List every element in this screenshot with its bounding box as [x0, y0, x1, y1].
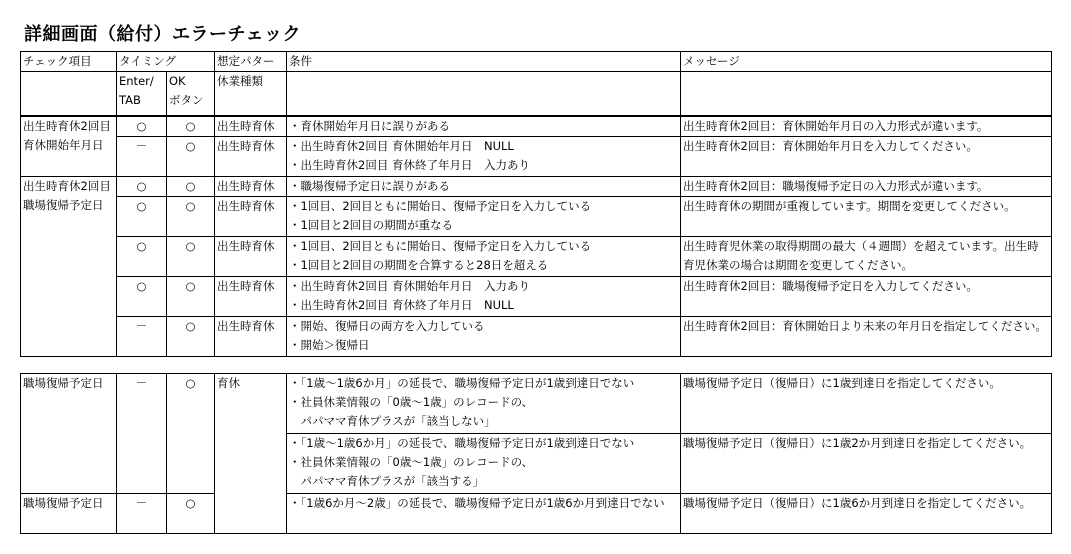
row-cond: ・「1歳～1歳6か月」の延長で、職場復帰予定日が1歳到達日でない ・社員休業情報の「0歳～1歳」のレコードの、 パパママ育休プラスが「該当しない」 — [287, 374, 681, 434]
table-row — [21, 276, 1052, 316]
row-msg: 出生時育休2回目：育休開始年月日を入力してください。 — [681, 136, 1052, 176]
table-row — [21, 316, 1052, 356]
row-item — [21, 316, 117, 356]
header-condition: 条件 — [287, 52, 681, 72]
table-row — [21, 196, 1052, 236]
header-message-blank — [681, 72, 1052, 116]
row-enter: － — [117, 316, 167, 356]
header-item-blank — [21, 72, 117, 116]
header-item: チェック項目 — [21, 52, 117, 72]
row-type: 出生時育休 — [215, 116, 287, 137]
row-cond: ・出生時育休2回目 育休開始年月日 入力あり ・出生時育休2回目 育休終了年月日 NULL — [287, 276, 681, 316]
row-enter: ○ — [117, 196, 167, 236]
row-cond: ・開始、復帰日の両方を入力している ・開始＞復帰日 — [287, 316, 681, 356]
row-enter: － — [117, 136, 167, 176]
row-ok: ○ — [167, 236, 215, 276]
row-item — [21, 236, 117, 276]
row-msg: 出生時育休2回目：職場復帰予定日を入力してください。 — [681, 276, 1052, 316]
header-timing: タイミング — [117, 52, 215, 72]
header-enter-tab: Enter/ TAB — [117, 72, 167, 116]
row-type: 出生時育休 — [215, 276, 287, 316]
row-type: 出生時育休 — [215, 196, 287, 236]
row-enter: － — [117, 374, 167, 434]
row-ok: ○ — [167, 136, 215, 176]
header-pattern: 想定パター — [215, 52, 287, 72]
row-item: 出生時育休2回目 — [21, 176, 117, 196]
row-item: 育休開始年月日 — [21, 136, 117, 176]
header-ok-button: OK ボタン — [167, 72, 215, 116]
row-ok: ○ — [167, 494, 215, 534]
row-enter: ○ — [117, 236, 167, 276]
row-cond: ・育休開始年月日に誤りがある — [287, 116, 681, 137]
table-row — [21, 434, 1052, 494]
page-title: 詳細画面（給付）エラーチェック — [24, 24, 301, 45]
row-type: 育休 — [215, 374, 287, 434]
row-cond: ・1回目、2回目ともに開始日、復帰予定日を入力している ・1回目と2回目の期間が重なる — [287, 196, 681, 236]
row-item — [21, 276, 117, 316]
row-cond: ・職場復帰予定日に誤りがある — [287, 176, 681, 196]
row-cond: ・「1歳6か月～2歳」の延長で、職場復帰予定日が1歳6か月到達日でない — [287, 494, 681, 534]
table-row — [21, 236, 1052, 276]
row-msg: 職場復帰予定日（復帰日）に1歳到達日を指定してください。 — [681, 374, 1052, 434]
row-item: 職場復帰予定日 — [21, 494, 117, 534]
row-msg: 出生時育児休業の取得期間の最大（４週間）を超えています。出生時育児休業の場合は期間を変更してください。 — [681, 236, 1052, 276]
row-type: 出生時育休 — [215, 316, 287, 356]
table-row — [21, 116, 1052, 137]
row-enter: ○ — [117, 276, 167, 316]
row-item: 出生時育休2回目 — [21, 116, 117, 137]
row-msg: 出生時育休2回目：育休開始年月日の入力形式が違います。 — [681, 116, 1052, 137]
row-enter — [117, 434, 167, 494]
header-message: メッセージ — [681, 52, 1052, 72]
table-row — [21, 494, 1052, 534]
header-leave-type: 休業種類 — [215, 72, 287, 116]
row-ok: ○ — [167, 176, 215, 196]
row-enter: － — [117, 494, 167, 534]
row-msg: 職場復帰予定日（復帰日）に1歳2か月到達日を指定してください。 — [681, 434, 1052, 494]
error-check-table-2 — [20, 373, 1052, 534]
row-msg: 出生時育休の期間が重複しています。期間を変更してください。 — [681, 196, 1052, 236]
row-enter: ○ — [117, 116, 167, 137]
row-ok: ○ — [167, 374, 215, 434]
row-msg: 出生時育休2回目：職場復帰予定日の入力形式が違います。 — [681, 176, 1052, 196]
row-item: 職場復帰予定日 — [21, 196, 117, 236]
row-ok: ○ — [167, 116, 215, 137]
row-msg: 出生時育休2回目：育休開始日より未来の年月日を指定してください。 — [681, 316, 1052, 356]
row-type: 出生時育休 — [215, 136, 287, 176]
row-ok — [167, 434, 215, 494]
row-msg: 職場復帰予定日（復帰日）に1歳6か月到達日を指定してください。 — [681, 494, 1052, 534]
row-item — [21, 434, 117, 494]
header-condition-blank — [287, 72, 681, 116]
table-row — [21, 136, 1052, 176]
row-cond: ・1回目、2回目ともに開始日、復帰予定日を入力している ・1回目と2回目の期間を合算すると28日を超える — [287, 236, 681, 276]
row-type — [215, 494, 287, 534]
row-enter: ○ — [117, 176, 167, 196]
row-cond: ・出生時育休2回目 育休開始年月日 NULL ・出生時育休2回目 育休終了年月日 入力あり — [287, 136, 681, 176]
error-check-table — [20, 51, 1052, 357]
table-row — [21, 374, 1052, 434]
row-ok: ○ — [167, 196, 215, 236]
row-type: 出生時育休 — [215, 176, 287, 196]
row-cond: ・「1歳～1歳6か月」の延長で、職場復帰予定日が1歳到達日でない ・社員休業情報の「0歳～1歳」のレコードの、 パパママ育休プラスが「該当する」 — [287, 434, 681, 494]
row-ok: ○ — [167, 316, 215, 356]
row-ok: ○ — [167, 276, 215, 316]
row-item: 職場復帰予定日 — [21, 374, 117, 434]
row-type: 出生時育休 — [215, 236, 287, 276]
table-row — [21, 176, 1052, 196]
row-type — [215, 434, 287, 494]
